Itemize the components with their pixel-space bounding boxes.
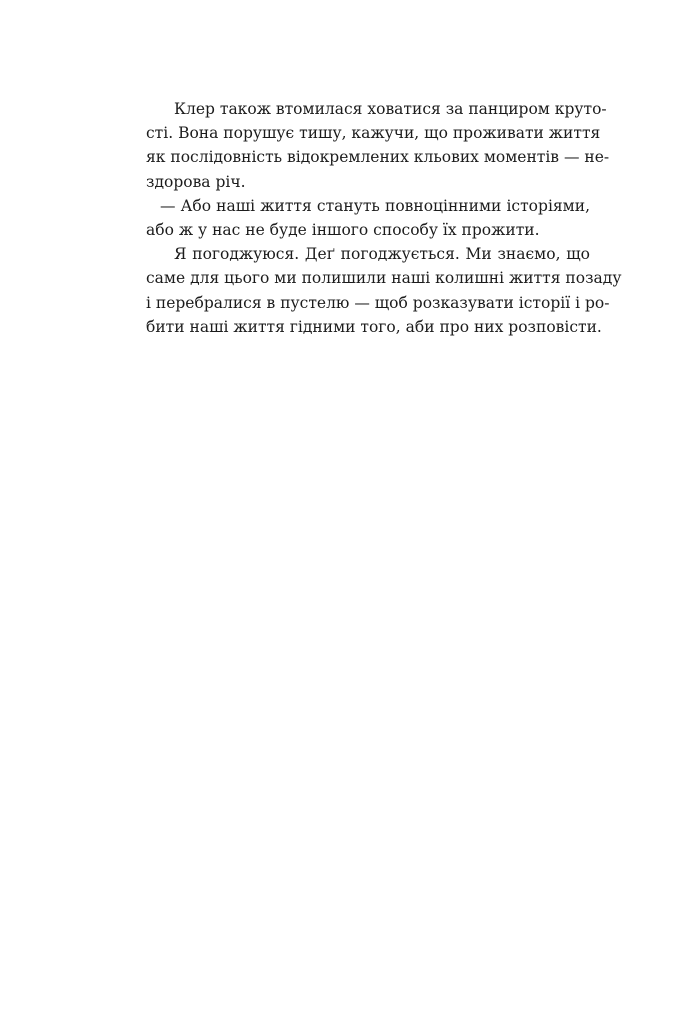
text-line: бити наші життя гідними того, аби про них розповісти. [146,317,602,336]
paragraph [146,242,622,339]
text-line: Клер також втомилася ховатися за панциром круто- [174,100,607,118]
text-line: або ж у нас не буде іншого способу їх прожити. [146,220,540,239]
text-line: саме для цього ми полишили наші колишні життя позаду [146,269,622,288]
body-text [146,97,622,339]
text-line: як послідовність відокремлених кльових моментів — не- [146,148,610,167]
text-line: сті. Вона порушує тишу, кажучи, що проживати життя [146,124,601,143]
text-line: — Або наші життя стануть повноцінними історіями, [160,196,590,215]
text-line: і перебралися в пустелю — щоб розказувати історії і ро- [146,293,610,312]
text-line: Я погоджуюся. Деґ погоджується. Ми знаємо, що [174,245,590,264]
paragraph [146,97,610,194]
text-line: здорова річ. [146,172,246,191]
paragraph [146,194,590,242]
